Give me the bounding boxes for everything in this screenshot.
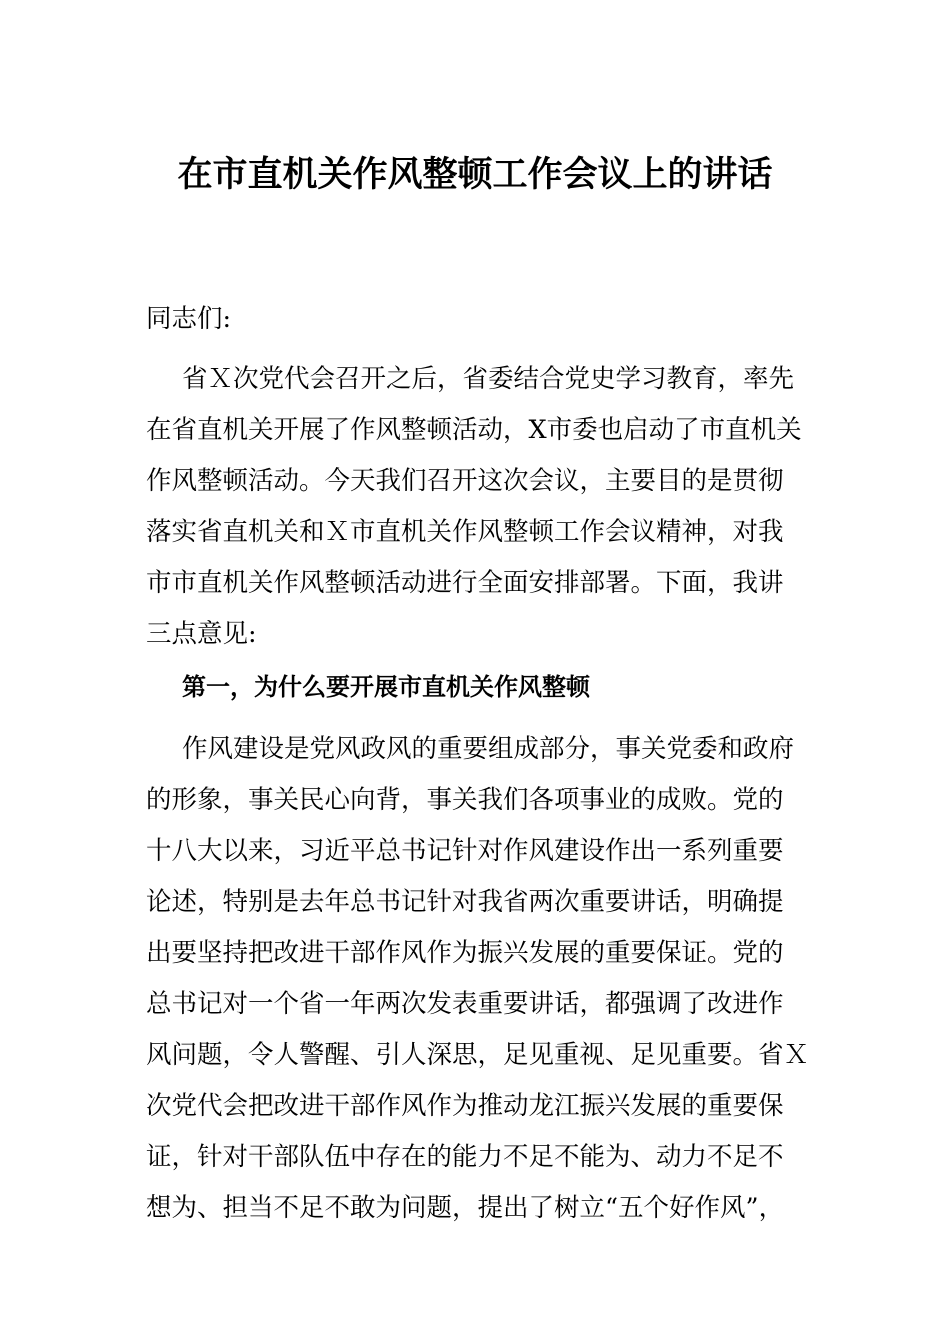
document-title: 在市直机关作风整顿工作会议上的讲话 [177,154,773,195]
paragraph-2 [146,724,810,1234]
paragraph-line: 作风建设是党风政风的重要组成部分，事关党委和政府 [182,734,795,764]
paragraph-line: 十八大以来，习近平总书记针对作风建设作出一系列重要 [146,836,784,866]
paragraph-line: 作风整顿活动。今天我们召开这次会议，主要目的是贯彻 [146,466,784,496]
paragraph-line: 总书记对一个省一年两次发表重要讲话，都强调了改进作 [146,989,784,1019]
paragraph-line: 三点意见: [146,619,257,649]
paragraph-line: 证，针对干部队伍中存在的能力不足不能为、动力不足不 [146,1142,784,1172]
paragraph-line: 的形象，事关民心向背，事关我们各项事业的成败。党的 [146,785,784,815]
section-heading-1: 第一，为什么要开展市直机关作风整顿 [182,673,590,701]
paragraph-line: 在省直机关开展了作风整顿活动，X市委也启动了市直机关 [146,415,802,445]
paragraph-line: 省Ｘ次党代会召开之后，省委结合党史学习教育，率先 [182,364,795,394]
paragraph-line: 出要坚持把改进干部作风作为振兴发展的重要保证。党的 [146,938,784,968]
paragraph-line: 想为、担当不足不敢为问题，提出了树立“五个好作风”， [146,1193,785,1223]
salutation: 同志们: [146,304,232,334]
paragraph-line: 论述，特别是去年总书记针对我省两次重要讲话，明确提 [146,887,784,917]
paragraph-line: 风问题，令人警醒、引人深思，足见重视、足见重要。省Ｘ [146,1040,810,1070]
paragraph-1 [146,354,806,660]
paragraph-line: 次党代会把改进干部作风作为推动龙江振兴发展的重要保 [146,1091,784,1121]
paragraph-line: 市市直机关作风整顿活动进行全面安排部署。下面，我讲 [146,568,784,598]
paragraph-line: 落实省直机关和Ｘ市直机关作风整顿工作会议精神，对我 [146,517,784,547]
